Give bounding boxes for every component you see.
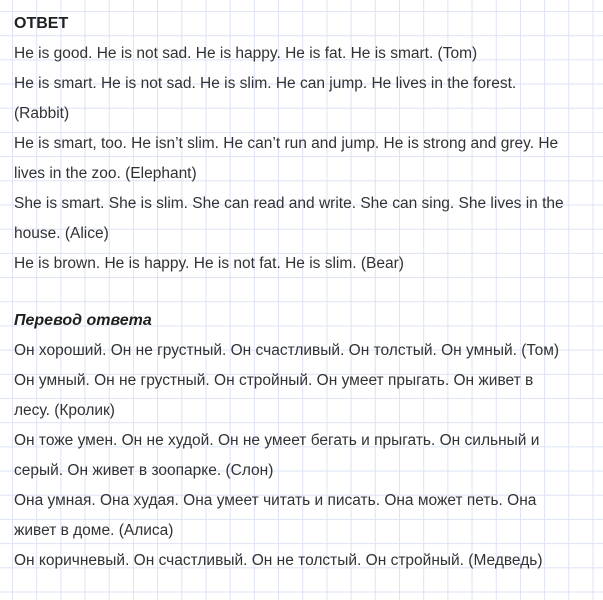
text-line: He is brown. He is happy. He is not fat. He is slim. (Bear)	[14, 255, 404, 272]
text-line: lives in the zoo. (Elephant)	[14, 165, 197, 182]
text-line: серый. Он живет в зоопарке. (Слон)	[14, 462, 274, 479]
text-line: house. (Alice)	[14, 225, 109, 242]
text-line: She is smart. She is slim. She can read and write. She can sing. She lives in the	[14, 195, 564, 212]
text-line: He is smart. He is not sad. He is slim. He can jump. He lives in the forest.	[14, 75, 517, 92]
text-line: He is smart, too. He isn’t slim. He can’t run and jump. He is strong and grey. He	[14, 135, 559, 152]
content-area	[14, 9, 599, 576]
answer-heading: ОТВЕТ	[14, 15, 69, 32]
text-line: He is good. He is not sad. He is happy. He is fat. He is smart. (Tom)	[14, 45, 478, 62]
text-line: Он хороший. Он не грустный. Он счастливый. Он толстый. Он умный. (Том)	[14, 342, 560, 359]
answer-lines	[14, 39, 599, 279]
text-line: лесу. (Кролик)	[14, 402, 115, 419]
text-line: живет в доме. (Алиса)	[14, 522, 174, 539]
translation-lines	[14, 336, 599, 576]
text-line: (Rabbit)	[14, 105, 70, 122]
section-spacer	[14, 279, 599, 306]
text-line: Он умный. Он не грустный. Он стройный. Он умеет прыгать. Он живет в	[14, 372, 534, 389]
text-line: Он тоже умен. Он не худой. Он не умеет бегать и прыгать. Он сильный и	[14, 432, 540, 449]
translation-section	[14, 306, 599, 576]
text-line: Он коричневый. Он счастливый. Он не толстый. Он стройный. (Медведь)	[14, 552, 543, 569]
text-line: Она умная. Она худая. Она умеет читать и писать. Она может петь. Она	[14, 492, 537, 509]
answer-section	[14, 9, 599, 279]
translation-heading: Перевод ответа	[14, 312, 152, 329]
